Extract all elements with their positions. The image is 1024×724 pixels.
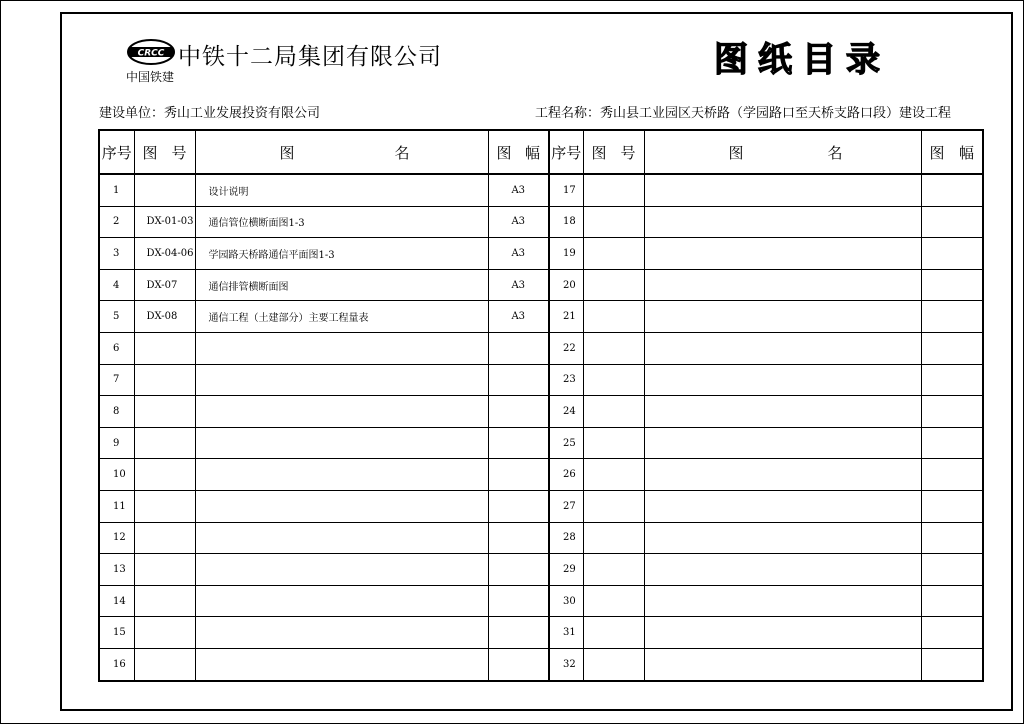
drawing-size	[488, 332, 549, 364]
table-row	[99, 206, 983, 238]
drawing-code	[583, 238, 644, 270]
drawing-code	[583, 617, 644, 649]
header-name: 图 名	[644, 130, 921, 174]
row-index: 1	[99, 174, 134, 206]
drawing-code	[583, 648, 644, 680]
row-index: 10	[99, 459, 134, 491]
row-index: 11	[99, 490, 134, 522]
drawing-code: DX-04-06	[134, 238, 195, 270]
drawing-name	[644, 332, 921, 364]
row-index: 30	[549, 585, 583, 617]
crcc-logo	[126, 38, 176, 66]
table-row	[99, 332, 983, 364]
drawing-size	[488, 522, 549, 554]
drawing-size	[488, 648, 549, 680]
drawing-code	[583, 490, 644, 522]
table-header-row	[99, 130, 983, 174]
drawing-code	[583, 522, 644, 554]
row-index: 32	[549, 648, 583, 680]
drawing-size	[488, 459, 549, 491]
drawing-name	[195, 648, 488, 680]
table-row	[99, 269, 983, 301]
drawing-size	[488, 427, 549, 459]
drawing-code	[583, 554, 644, 586]
drawing-name	[644, 427, 921, 459]
drawing-code	[134, 648, 195, 680]
company-sub-brand: 中国铁建	[126, 70, 175, 84]
drawing-name	[644, 396, 921, 428]
drawing-name	[644, 364, 921, 396]
row-index: 26	[549, 459, 583, 491]
drawing-size	[488, 490, 549, 522]
header-code: 图 号	[134, 130, 195, 174]
drawing-code: DX-01-03	[134, 206, 195, 238]
drawing-name	[195, 522, 488, 554]
drawing-size	[921, 332, 983, 364]
header-size: 图 幅	[921, 130, 983, 174]
drawing-size	[921, 522, 983, 554]
row-index: 29	[549, 554, 583, 586]
row-index: 3	[99, 238, 134, 270]
row-index: 21	[549, 301, 583, 333]
drawing-size: A3	[488, 206, 549, 238]
table-row	[99, 427, 983, 459]
drawing-size	[921, 364, 983, 396]
drawing-name	[195, 396, 488, 428]
drawing-code	[134, 522, 195, 554]
drawing-name: 通信工程（土建部分）主要工程量表	[195, 301, 488, 333]
drawing-code	[583, 459, 644, 491]
row-index: 17	[549, 174, 583, 206]
row-index: 12	[99, 522, 134, 554]
drawing-code	[583, 174, 644, 206]
drawing-name	[644, 269, 921, 301]
drawing-name	[195, 427, 488, 459]
drawing-name: 学园路天桥路通信平面图1-3	[195, 238, 488, 270]
drawing-size	[488, 396, 549, 428]
drawing-name	[195, 332, 488, 364]
row-index: 31	[549, 617, 583, 649]
drawing-name	[644, 206, 921, 238]
row-index: 5	[99, 301, 134, 333]
drawing-size	[488, 585, 549, 617]
drawing-size	[921, 554, 983, 586]
drawing-size	[921, 269, 983, 301]
header-index: 序号	[99, 130, 134, 174]
row-index: 9	[99, 427, 134, 459]
drawing-code: DX-08	[134, 301, 195, 333]
row-index: 16	[99, 648, 134, 680]
drawing-size: A3	[488, 238, 549, 270]
drawing-code	[583, 585, 644, 617]
drawing-name	[644, 490, 921, 522]
drawing-code	[134, 396, 195, 428]
table-row	[99, 396, 983, 428]
drawing-name	[195, 459, 488, 491]
header-index: 序号	[549, 130, 583, 174]
drawing-list-title	[714, 40, 942, 80]
row-index: 22	[549, 332, 583, 364]
table-row	[99, 585, 983, 617]
drawing-code	[134, 459, 195, 491]
row-index: 20	[549, 269, 583, 301]
row-index: 6	[99, 332, 134, 364]
drawing-name: 设计说明	[195, 174, 488, 206]
drawing-size: A3	[488, 174, 549, 206]
table-row	[99, 490, 983, 522]
drawing-code	[134, 174, 195, 206]
drawing-code	[583, 269, 644, 301]
table-row	[99, 554, 983, 586]
drawing-name: 通信管位横断面图1-3	[195, 206, 488, 238]
drawing-name	[644, 301, 921, 333]
row-index: 19	[549, 238, 583, 270]
drawing-size	[921, 301, 983, 333]
drawing-name	[644, 585, 921, 617]
drawing-size: A3	[488, 269, 549, 301]
table-row	[99, 459, 983, 491]
drawing-name	[644, 238, 921, 270]
title-text: 图纸目录	[714, 40, 890, 80]
drawing-size	[921, 396, 983, 428]
drawing-code	[583, 427, 644, 459]
header-name: 图 名	[195, 130, 488, 174]
drawing-code: DX-07	[134, 269, 195, 301]
row-index: 7	[99, 364, 134, 396]
drawing-list-table	[98, 129, 984, 682]
row-index: 24	[549, 396, 583, 428]
drawing-name	[644, 522, 921, 554]
table-row	[99, 174, 983, 206]
drawing-code	[583, 332, 644, 364]
drawing-size	[921, 206, 983, 238]
drawing-name	[644, 174, 921, 206]
row-index: 8	[99, 396, 134, 428]
row-index: 2	[99, 206, 134, 238]
row-index: 28	[549, 522, 583, 554]
drawing-size	[921, 617, 983, 649]
drawing-name	[195, 364, 488, 396]
drawing-code	[583, 364, 644, 396]
drawing-name	[195, 490, 488, 522]
table-row	[99, 648, 983, 680]
drawing-name	[195, 554, 488, 586]
drawing-size	[921, 648, 983, 680]
drawing-code	[134, 364, 195, 396]
drawing-size	[921, 238, 983, 270]
row-index: 14	[99, 585, 134, 617]
drawing-size	[488, 364, 549, 396]
drawing-name	[644, 617, 921, 649]
drawing-name	[195, 617, 488, 649]
drawing-size	[921, 174, 983, 206]
row-index: 27	[549, 490, 583, 522]
drawing-size	[921, 459, 983, 491]
project-info: 工程名称：秀山县工业园区天桥路（学园路口至天桥支路口段）建设工程	[534, 106, 951, 121]
drawing-code	[134, 427, 195, 459]
row-index: 18	[549, 206, 583, 238]
header-code: 图 号	[583, 130, 644, 174]
drawing-name	[644, 648, 921, 680]
row-index: 4	[99, 269, 134, 301]
drawing-name: 通信排管横断面图	[195, 269, 488, 301]
svg-text:CRCC: CRCC	[137, 48, 165, 59]
drawing-code	[583, 396, 644, 428]
drawing-name	[644, 554, 921, 586]
drawing-size	[921, 427, 983, 459]
table-row	[99, 238, 983, 270]
drawing-size: A3	[488, 301, 549, 333]
table-row	[99, 364, 983, 396]
drawing-code	[134, 585, 195, 617]
drawing-code	[134, 490, 195, 522]
drawing-name	[644, 459, 921, 491]
drawing-code	[583, 301, 644, 333]
drawing-code	[134, 332, 195, 364]
drawing-code	[583, 206, 644, 238]
drawing-size	[921, 490, 983, 522]
header-size: 图 幅	[488, 130, 549, 174]
drawing-size	[921, 585, 983, 617]
table-row	[99, 522, 983, 554]
drawing-code	[134, 617, 195, 649]
table-row	[99, 301, 983, 333]
table-row	[99, 617, 983, 649]
company-name: 中铁十二局集团有限公司	[178, 44, 442, 70]
drawing-size	[488, 617, 549, 649]
drawing-size	[488, 554, 549, 586]
drawing-name	[195, 585, 488, 617]
row-index: 23	[549, 364, 583, 396]
row-index: 15	[99, 617, 134, 649]
drawing-code	[134, 554, 195, 586]
owner-info: 建设单位：秀山工业发展投资有限公司	[99, 106, 321, 121]
row-index: 13	[99, 554, 134, 586]
row-index: 25	[549, 427, 583, 459]
